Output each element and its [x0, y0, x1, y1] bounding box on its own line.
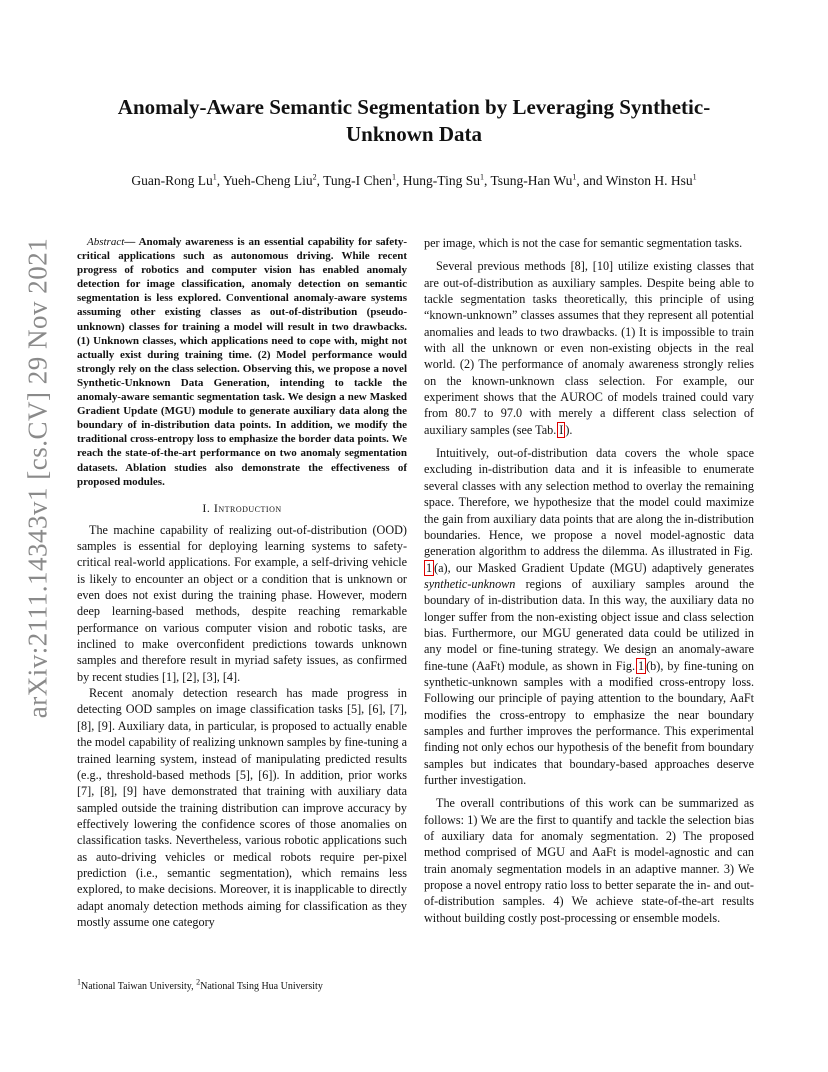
author: Yueh-Cheng Liu [223, 173, 313, 188]
figure-reference-link[interactable]: 1 [638, 658, 645, 673]
paragraph: Recent anomaly detection research has made progress in detecting OOD samples on image classification tasks [5], [6], [7], [8], [9]. Auxiliary data, in particular, is proposed to actually enable the model capability of realizing unknown samples by fine-tuning a trained learning system, instead of manipulating predicted results (e.g., threshold-based methods [5], [6]). In addition, prior works [7], [8], [9] have demonstrated that training with auxiliary data sampled outside the training distribution can improve accuracy by effectively lowering the confidence scores of those anomalies on classification tasks. Nevertheless, various robotic applications such as auto-driving vehicles or medical robots require per-pixel prediction (i.e., semantic segmentation), which remains less explored, to make decisions. Moreover, it is inapplicable to directly adapt anomaly detection methods aiming for classification as they mostly assume one category [77, 686, 407, 929]
author-affiliation: 1 [212, 172, 217, 182]
author-affiliation: 1 [479, 172, 484, 182]
paragraph: Intuitively, out-of-distribution data covers the whole space excluding in-distribution data and it is infeasible to enumerate several classes with any selection method to overlay the remaining space. Therefore, we hypothesize that the model could maximize the gain from auxiliary data points that are along the in-distribution boundaries. Hence, we propose a novel model-agnostic data generation algorithm to address the dilemma. As illustrated in Fig. 1 (a), our Masked Gradient Update (MGU) adaptively generates synthetic-unknown regions of auxiliary samples around the boundary of in-distribution data. In this way, the auxiliary data no longer suffer from the non-existing object issue and class selection bias. Furthermore, our MGU generated data could be utilized in any model or fine-tuning strategy. We design an anomaly-aware fine-tune (AaFt) module, as shown in Fig. 1 (b), by fine-tuning on synthetic-unknown samples with a modified cross-entropy loss. Following our principle of paying attention to the boundary, AaFt modifies the cross-entropy to emphasize the near boundary samples and further improves the performance. This experimental finding not only echos our hypothesis of the benefit from boundary samples but indicates that boundary-based approaches deserve further investigation. [424, 446, 755, 787]
paragraph: Several previous methods [8], [10] utilize existing classes that are out-of-distribution as auxiliary samples. Despite being able to tackle segmentation tasks theoretically, this principle of using “known-unknown” classes assumes that they represent all potential anomalies and leads to two drawbacks. (1) It is impossible to train with all the unknown or even non-existing objects in the real world. (2) The performance of anomaly awareness strongly relies on the known-unknown class selection. For example, our experiment shows that the AUROC of models trained could vary from 80.7 to 97.0 with merely a different class selection of auxiliary samples (see Tab. I ). [424, 259, 754, 437]
right-column [424, 235, 754, 926]
paragraph: The overall contributions of this work can be summarized as follows: 1) We are the first to quantify and tackle the selection bias of auxiliary data for anomaly segmentation. 2) The proposed method comprised of MGU and AaFt is model-agnostic and can train anomaly segmentation models in an adaptive manner. 3) We propose a novel entropy ratio loss to better separate the in- and out-of-distribution samples. 4) We achieve state-of-the-art results without building costly post-processing or ensemble models. [424, 796, 754, 925]
author: Hung-Ting Su [402, 173, 480, 188]
abstract [77, 235, 407, 489]
author-affiliation: 1 [572, 172, 577, 182]
figure-reference-link[interactable]: 1 [426, 560, 433, 575]
table-reference-link[interactable]: I [559, 422, 564, 437]
author: Guan-Rong Lu [131, 173, 213, 188]
left-column [77, 235, 407, 930]
arxiv-stamp [18, 0, 58, 1072]
author-affiliation: 1 [392, 172, 397, 182]
paragraph: per image, which is not the case for semantic segmentation tasks. [424, 236, 743, 250]
author-affiliation: 1 [692, 172, 697, 182]
author: Tsung-Han Wu [490, 173, 573, 188]
emphasis: synthetic-unknown [424, 576, 516, 591]
paper-title: Anomaly-Aware Semantic Segmentation by Leveraging Synthetic-Unknown Data [117, 95, 711, 146]
arxiv-stamp-text: arXiv:2111.14343v1 [cs.CV] 29 Nov 2021 [22, 237, 53, 719]
author: Winston H. Hsu [605, 173, 693, 188]
abstract-text: — Anomaly awareness is an essential capability for safety-critical applications such as autonomous driving. While recent progress of robotics and computer vision has enabled anomaly detection for image classification, anomaly detection on semantic segmentation is less explored. Conventional anomaly-aware systems assuming other existing classes as out-of-distribution (pseudo-unknown) classes for training a model will result in two drawbacks. (1) Unknown classes, which applications need to cope with, might not actually exist during training time. (2) Model performance would strongly rely on the class selection. Observing this, we propose a novel Synthetic-Unknown Data Generation, intending to tackle the anomaly-aware semantic segmentation task. We design a new Masked Gradient Update (MGU) module to generate auxiliary data along the boundary of in-distribution data points. In addition, we modify the traditional cross-entropy loss to emphasize the border data points. We reach the state-of-the-art performance on two anomaly segmentation datasets. Ablation studies also demonstrate the effectiveness of proposed modules. [77, 236, 407, 488]
section-heading: I. Introduction [202, 500, 282, 515]
abstract-label: Abstract [87, 236, 125, 248]
footnote: $^1$National Taiwan University, $^2$National Tsing Hua University [77, 977, 323, 992]
paragraph: The machine capability of realizing out-of-distribution (OOD) samples is essential for deploying learning systems to safety-critical real-world applications. For example, a self-driving vehicle is likely to encounter an object or a condition that is unknown or even does not exist during the training phase. However, modern deep learning-based methods, despite reaching remarkable performance on various computer vision and robotic tasks, are inclined to make overconfident predictions towards unknown samples and therefore result in myriad safety issues, as confirmed by recent studies [1], [2], [3], [4]. [77, 522, 407, 684]
author: Tung-I Chen [323, 173, 393, 188]
author-affiliation: 2 [312, 172, 317, 182]
author-list: Guan-Rong Lu$^1$, Yueh-Cheng Liu$^2$, Tung-I Chen$^1$, Hung-Ting Su$^1$, Tsung-Han Wu$^1$, and Winston H. Hsu$^1$ [131, 172, 697, 188]
